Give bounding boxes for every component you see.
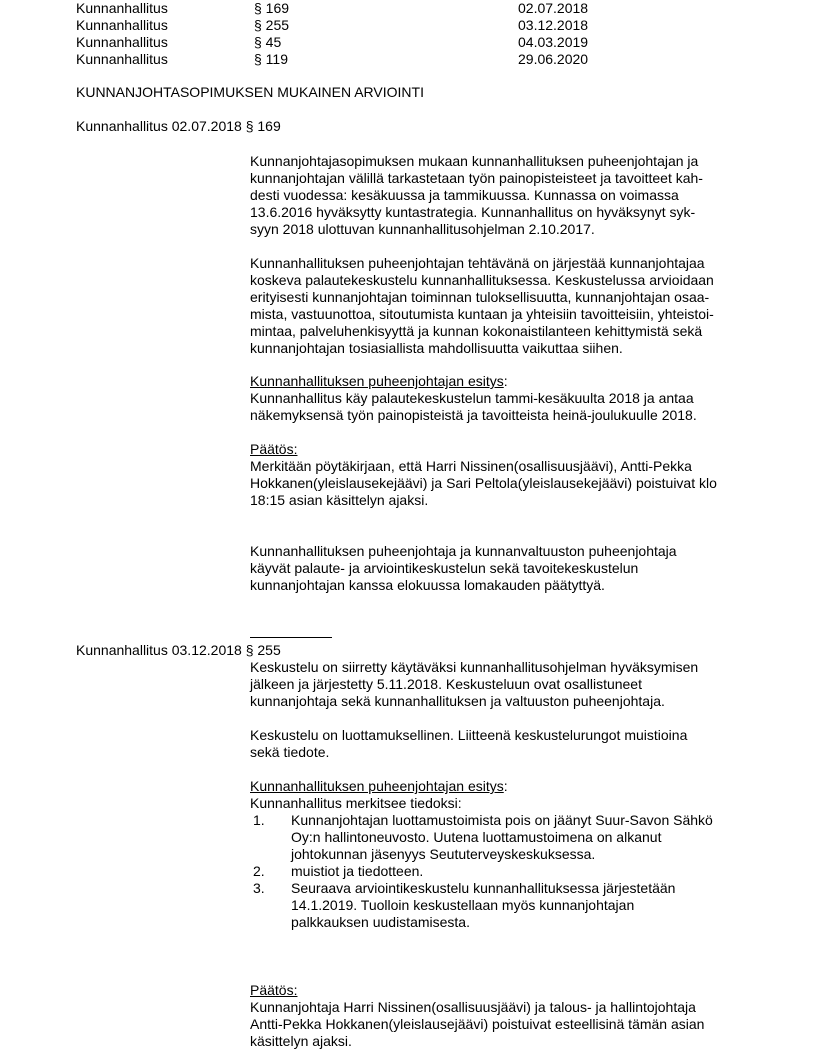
text-line: Oy:n hallintoneuvosto. Uutena luottamustoimena on alkanut — [291, 829, 662, 845]
reference-row — [76, 17, 636, 34]
text-line: 18:15 asian käsittelyn ajaksi. — [250, 492, 429, 508]
text-line: Seuraava arviointikeskustelu kunnanhallituksessa järjestetään — [291, 880, 676, 896]
text-line: Keskustelu on siirretty käytäväksi kunnanhallitusohjelman hyväksymisen — [250, 659, 699, 675]
section2-decision — [250, 982, 750, 1050]
text-line: näkemyksensä työn painopisteistä ja tavoitteista heinä-joulukuulle 2018. — [250, 407, 697, 423]
section1-intro — [250, 153, 750, 238]
reference-org: Kunnanhallitus — [76, 51, 168, 67]
text-line: Hokkanen(yleislausekejäävi) ja Sari Peltola(yleislausekejäävi) poistuivat klo — [250, 475, 717, 491]
section1-task — [250, 255, 750, 357]
text-line: jälkeen ja järjestetty 5.11.2018. Keskusteluun ovat osallistuneet — [250, 676, 642, 692]
text-line: mista, vastuunottoa, sitoutumista kuntaan ja yhteisiin tavoitteisiin, yhteistoi- — [250, 306, 714, 322]
text-line: kunnanjohtajan kanssa elokuussa lomakauden päätyttyä. — [250, 577, 605, 593]
list-number: 1. — [253, 812, 265, 828]
proposal-label-colon: : — [503, 373, 508, 389]
reference-row — [76, 34, 636, 51]
text-line: Kunnanjohtajasopimuksen mukaan kunnanhallituksen puheenjohtajan ja — [250, 153, 699, 169]
section1-followup — [250, 543, 750, 594]
text-line: Kunnanhallitus käy palautekeskustelun tammi-kesäkuulta 2018 ja antaa — [250, 390, 694, 406]
reference-row — [76, 0, 636, 17]
text-line: Merkitään pöytäkirjaan, että Harri Nissinen(osallisuusjäävi), Antti-Pekka — [250, 458, 692, 474]
reference-date: 03.12.2018 — [518, 17, 589, 33]
text-line: koskeva palautekeskustelu kunnanhallituksessa. Keskustelussa arvioidaan — [250, 272, 714, 288]
proposal-label-colon: : — [503, 778, 508, 794]
list-item — [250, 863, 750, 880]
list-item — [250, 880, 750, 931]
reference-paragraph: § 119 — [254, 51, 288, 67]
section2-intro — [250, 659, 750, 710]
proposal-label — [250, 778, 750, 795]
text-line: 14.1.2019. Tuolloin keskustellaan myös kunnanjohtajan — [291, 897, 635, 913]
section2-confidential — [250, 727, 750, 761]
section-heading: Kunnanhallitus 02.07.2018 § 169 — [76, 118, 281, 134]
list-number: 3. — [253, 880, 265, 896]
reference-paragraph: § 169 — [254, 0, 290, 16]
text-line: Keskustelu on luottamuksellinen. Liitteenä keskustelurungot muistioina — [250, 727, 688, 743]
text-line: erityisesti kunnanjohtajan toiminnan tuloksellisuutta, kunnanjohtajan osaa- — [250, 289, 710, 305]
list-number: 2. — [253, 863, 265, 879]
section-divider-line — [250, 637, 332, 638]
text-line: syyn 2018 ulottuvan kunnanhallitusohjelman 2.10.2017. — [250, 221, 595, 237]
text-line: 13.6.2016 hyväksytty kuntastrategia. Kunnanhallitus on hyväksynyt syk- — [250, 204, 696, 220]
text-line: Kunnanhallituksen puheenjohtaja ja kunnanvaltuuston puheenjohtaja — [250, 543, 677, 559]
section2-proposal — [250, 778, 750, 931]
reference-date: 04.03.2019 — [518, 34, 589, 50]
proposal-list — [250, 812, 750, 931]
text-line: muistiot ja tiedotteen. — [291, 863, 424, 879]
text-line: kunnanjohtajan tosiasiallista mahdollisuutta vaikuttaa siihen. — [250, 340, 623, 356]
document-title: KUNNANJOHTASOPIMUKSEN MUKAINEN ARVIOINTI — [76, 84, 424, 100]
decision-label: Päätös: — [250, 441, 298, 457]
text-line: Kunnanjohtaja Harri Nissinen(osallisuusjäävi) ja talous- ja hallintojohtaja — [250, 999, 696, 1015]
reference-org: Kunnanhallitus — [76, 0, 168, 16]
list-item — [250, 812, 750, 863]
text-line: palkkauksen uudistamisesta. — [291, 914, 470, 930]
text-line: Antti-Pekka Hokkanen(yleislausejäävi) poistuivat esteellisinä tämän asian — [250, 1016, 705, 1032]
proposal-label-text: Kunnanhallituksen puheenjohtajan esitys — [250, 778, 504, 794]
reference-paragraph: § 45 — [254, 34, 282, 50]
reference-paragraph: § 255 — [254, 17, 290, 33]
proposal-label-text: Kunnanhallituksen puheenjohtajan esitys — [250, 373, 504, 389]
reference-date: 29.06.2020 — [518, 51, 589, 67]
text-line: desti vuodessa: kesäkuussa ja tammikuussa. Kunnassa on voimassa — [250, 187, 679, 203]
text-line: käyvät palaute- ja arviointikeskustelun sekä tavoitekeskustelun — [250, 560, 639, 576]
text-line: Kunnanhallituksen puheenjohtajan tehtävänä on järjestää kunnanjohtajaa — [250, 255, 705, 271]
section1-decision — [250, 441, 750, 509]
section-heading: Kunnanhallitus 03.12.2018 § 255 — [76, 642, 281, 658]
reference-date: 02.07.2018 — [518, 0, 589, 16]
reference-row — [76, 51, 636, 68]
text-line: sekä tiedote. — [250, 744, 330, 760]
decision-label: Päätös: — [250, 982, 298, 998]
text-line: kunnanjohtaja sekä kunnanhallituksen ja valtuuston puheenjohtaja. — [250, 693, 665, 709]
reference-org: Kunnanhallitus — [76, 34, 168, 50]
text-line: kunnanjohtajan välillä tarkastetaan työn painopisteisteet ja tavoitteet kah- — [250, 170, 703, 186]
text-line: mintaa, palveluhenkisyyttä ja kunnan kokonaistilanteen kehittymistä sekä — [250, 323, 703, 339]
text-line: Kunnanhallitus merkitsee tiedoksi: — [250, 795, 462, 811]
text-line: johtokunnan jäsenyys Seututerveyskeskuksessa. — [291, 846, 596, 862]
text-line: Kunnanjohtajan luottamustoimista pois on jäänyt Suur-Savon Sähkö — [291, 812, 713, 828]
reference-org: Kunnanhallitus — [76, 17, 168, 33]
text-line: käsittelyn ajaksi. — [250, 1033, 352, 1049]
section1-proposal — [250, 373, 750, 424]
proposal-label — [250, 373, 750, 390]
